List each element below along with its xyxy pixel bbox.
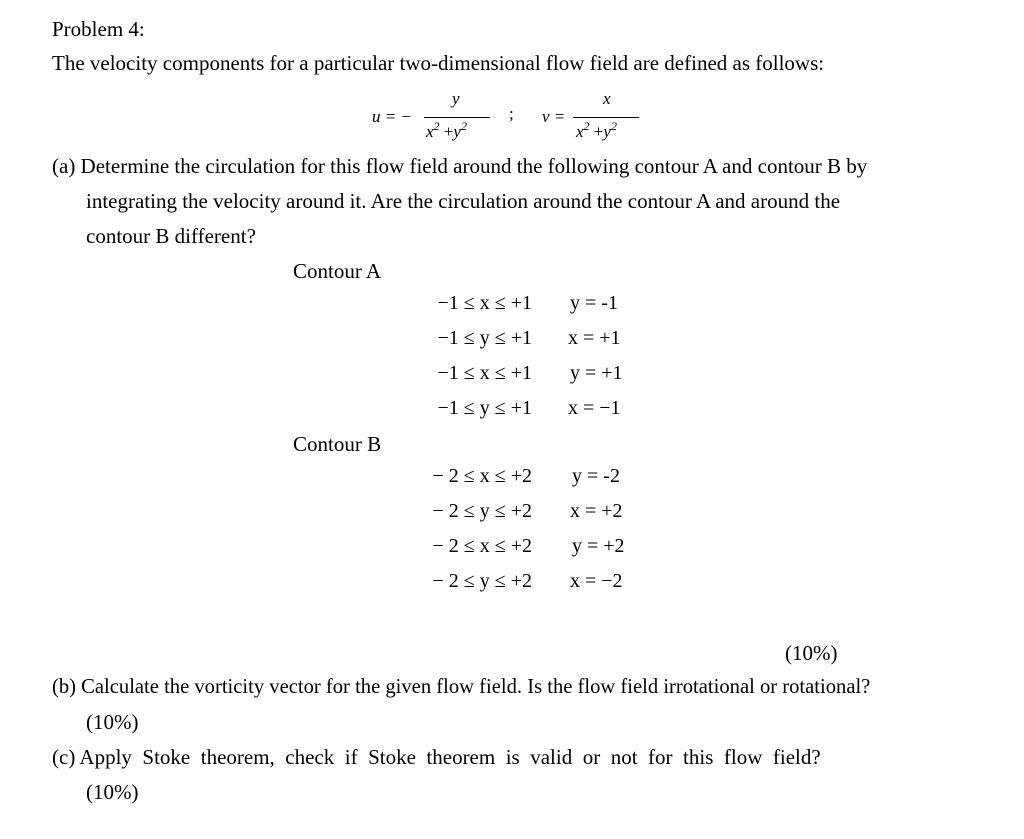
contour-a-fixed-1: y = -1	[570, 292, 618, 314]
contour-a-label: Contour A	[293, 259, 382, 283]
v-denominator: $x^2 +y^2$	[576, 119, 617, 141]
problem-title: Problem 4:	[52, 17, 145, 41]
contour-a-range-1: −1 ≤ x ≤ +1	[437, 292, 532, 314]
contour-b-fixed-2: x = +2	[570, 500, 623, 522]
v-numerator: x	[603, 89, 611, 108]
u-lhs: u = −	[372, 107, 412, 126]
contour-b-label: Contour B	[293, 432, 382, 456]
u-numerator: y	[452, 89, 460, 108]
part-c-line1: (c) Apply Stoke theorem, check if Stoke theorem is valid or not for this flow field?	[52, 745, 821, 769]
part-c-weight: (10%)	[86, 780, 139, 804]
contour-b-fixed-1: y = -2	[572, 465, 620, 487]
part-b-weight: (10%)	[86, 710, 139, 734]
part-a-line1: (a) Determine the circulation for this flow field around the following contour A and contour B by	[52, 154, 868, 178]
contour-a-range-4: −1 ≤ y ≤ +1	[437, 397, 532, 419]
contour-b-range-1: − 2 ≤ x ≤ +2	[432, 465, 532, 487]
contour-a-fixed-2: x = +1	[568, 327, 621, 349]
contour-a-range-2: −1 ≤ y ≤ +1	[437, 327, 532, 349]
contour-a-range-3: −1 ≤ x ≤ +1	[437, 362, 532, 384]
contour-a-fixed-3: y = +1	[570, 362, 623, 384]
intro-text: The velocity components for a particular two-dimensional flow field are defined as follows:	[52, 51, 825, 75]
contour-b-range-4: − 2 ≤ y ≤ +2	[432, 570, 532, 592]
part-b-line1: (b) Calculate the vorticity vector for the given flow field. Is the flow field irrotational or rotational?	[52, 676, 871, 698]
u-fraction-bar	[424, 117, 490, 118]
contour-b-fixed-3: y = +2	[572, 535, 625, 557]
part-a-line2: integrating the velocity around it. Are the circulation around the contour A and around the	[86, 189, 841, 213]
equation-separator: ;	[509, 104, 514, 123]
contour-b-fixed-4: x = −2	[570, 570, 623, 592]
contour-b-range-2: − 2 ≤ y ≤ +2	[432, 500, 532, 522]
v-fraction-bar	[573, 117, 639, 118]
contour-a-fixed-4: x = −1	[568, 397, 621, 419]
part-a-line3: contour B different?	[86, 224, 256, 248]
contour-b-range-3: − 2 ≤ x ≤ +2	[432, 535, 532, 557]
v-lhs: v =	[542, 107, 566, 126]
part-a-weight: (10%)	[785, 641, 838, 665]
u-denominator: $x^2 +y^2$	[426, 119, 467, 141]
